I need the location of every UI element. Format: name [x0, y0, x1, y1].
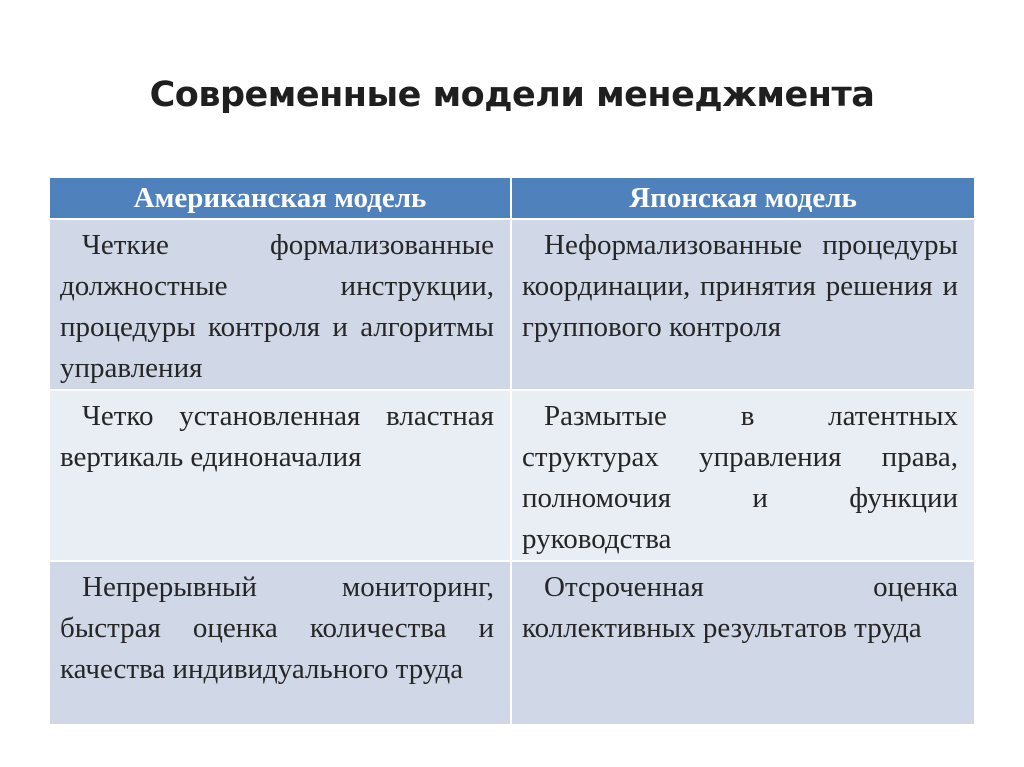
page-title: Современные модели менеджмента	[149, 75, 875, 115]
cell-text: Неформализованные процедуры координации, принятия решения и группового контроля	[522, 229, 958, 343]
table-cell-japanese	[511, 561, 974, 724]
cell-text: Четко установленная властная вертикаль единоначалия	[60, 400, 494, 473]
comparison-table	[50, 178, 974, 724]
table-cell-japanese	[511, 390, 974, 561]
table-cell-american	[50, 219, 511, 390]
cell-text: Размытые в латентных структурах управления права, полномочия и функции руководства	[522, 400, 958, 555]
header-japanese-model: Японская модель	[511, 178, 974, 219]
cell-text: Четкие формализованные должностные инструкции, процедуры контроля и алгоритмы управления	[60, 229, 494, 384]
table-row	[50, 561, 974, 724]
table-cell-american	[50, 390, 511, 561]
cell-text: Непрерывный мониторинг, быстрая оценка количества и качества индивидуального труда	[60, 571, 494, 685]
table-cell-japanese	[511, 219, 974, 390]
table-row	[50, 219, 974, 390]
table-header-row	[50, 178, 974, 219]
header-american-model: Американская модель	[50, 178, 511, 219]
table-row	[50, 390, 974, 561]
cell-text: Отсроченная оценка коллективных результатов труда	[522, 571, 958, 644]
table-cell-american	[50, 561, 511, 724]
